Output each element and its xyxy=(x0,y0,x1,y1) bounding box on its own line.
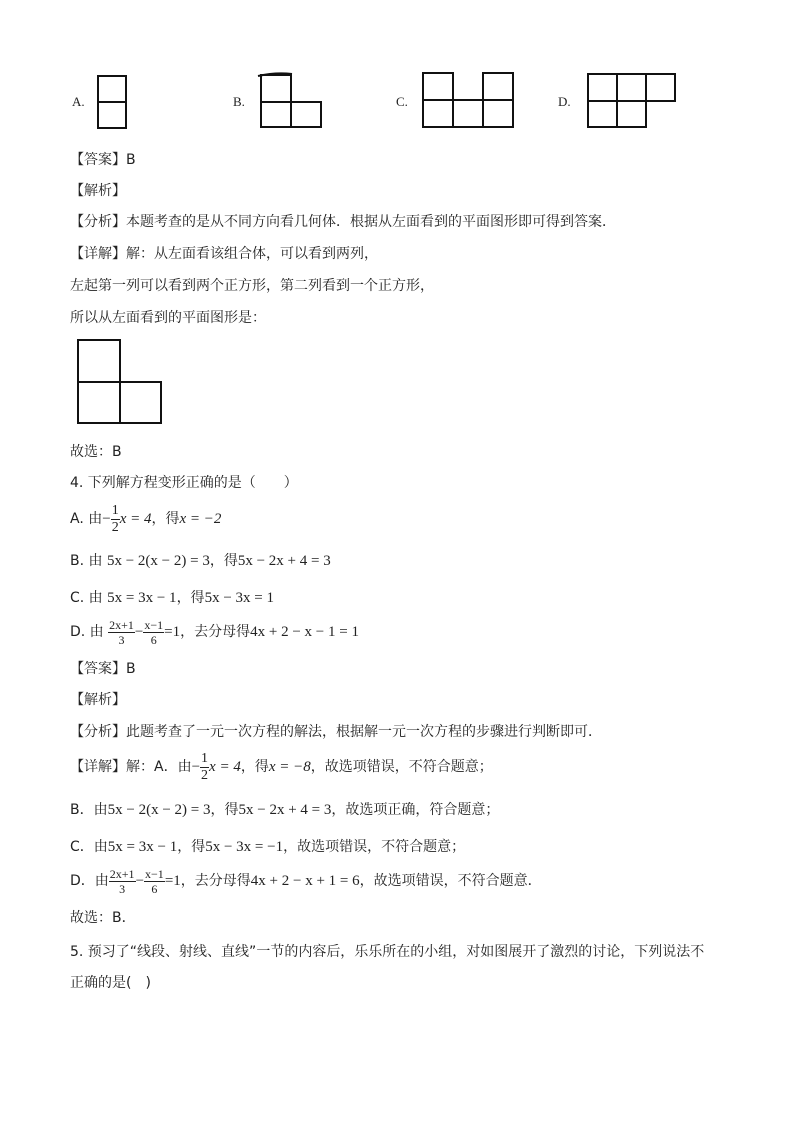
q4-option-c-mid: ，得 xyxy=(176,590,205,606)
q4-option-b xyxy=(70,552,331,570)
q4-detail-a: 【详解】解：A．由− $\frac{1}{2}$ x = 4，得x = −8，故选项错误，不符合题意； xyxy=(70,750,493,783)
option-d-figure xyxy=(586,72,678,130)
q4-option-d-fraction-2 xyxy=(143,618,164,647)
q4-detail-a-prefix: 【详解】解：A．由 xyxy=(70,759,192,775)
q4-detail-d-result: 4x + 2 − x + 1 = 6 xyxy=(250,873,360,889)
q4-analysis-heading: 【解析】 xyxy=(70,692,126,708)
q4-detail-c-prefix: C．由 xyxy=(70,839,108,855)
q4-detail-d-frac2-den: 6 xyxy=(151,881,158,896)
q4-detail-a-fraction xyxy=(200,751,209,784)
q4-detail-d-eq-tail: =1 xyxy=(164,873,181,889)
q4-option-d: D. 由 $\frac{2x+1}{3}$ − $\frac{x-1}{6}$ =1，去分母得4x + 2 − x − 1 = 1 xyxy=(70,617,359,647)
q4-option-d-prefix: D. 由 xyxy=(70,624,104,640)
q4-detail-d-frac1-num: 2x+1 xyxy=(109,866,135,881)
option-d-label: D. xyxy=(558,94,571,109)
q4-detail-c-result: 5x − 3x = −1 xyxy=(205,839,284,855)
q3-analysis-heading: 【解析】 xyxy=(70,183,126,199)
q4-option-c-eq: 5x = 3x − 1 xyxy=(107,590,177,606)
q4-detail-d: D．由 $\frac{2x+1}{3}$ − $\frac{x-1}{6}$ =1，去分母得4x + 2 − x + 1 = 6，故选项错误，不符合题意． xyxy=(70,866,542,896)
q4-option-a-eq: x = 4 xyxy=(119,511,152,527)
option-b-figure xyxy=(256,70,324,130)
q4-detail-b-note: ，故选项正确，符合题意； xyxy=(331,802,500,818)
q4-detail-b xyxy=(70,801,499,819)
q4-option-a-fraction xyxy=(111,503,120,536)
q3-detail-3: 所以从左面看到的平面图形是： xyxy=(70,310,266,326)
option-c-label: C. xyxy=(396,94,408,109)
q4-analysis: 【分析】此题考查了一元一次方程的解法，根据解一元一次方程的步骤进行判断即可． xyxy=(70,724,602,740)
q4-option-a-num: 1 xyxy=(111,502,119,518)
q3-choice: 故选：B xyxy=(70,444,122,460)
q4-detail-d-fraction-2 xyxy=(144,867,165,896)
q4-detail-c-note: ，故选项错误，不符合题意； xyxy=(283,839,466,855)
q4-detail-b-eq: 5x − 2(x − 2) = 3 xyxy=(107,802,211,818)
q4-detail-d-fraction-1 xyxy=(109,867,136,896)
q5-stem-line-1: 5. 预习了“线段、射线、直线”一节的内容后，乐乐所在的小组，对如图展开了激烈的讨论，下列说法不 xyxy=(70,944,705,960)
q4-detail-c-mid: ，得 xyxy=(177,839,206,855)
q4-detail-c-eq: 5x = 3x − 1 xyxy=(107,839,178,855)
q4-option-a: A. 由− $\frac{1}{2}$ x = 4，得x = −2 xyxy=(70,502,222,535)
q4-detail-a-num: 1 xyxy=(201,750,209,766)
q4-option-d-frac1-den: 3 xyxy=(118,632,125,647)
option-b-label: B. xyxy=(233,94,245,109)
q4-option-a-result: x = −2 xyxy=(179,511,222,527)
q4-option-a-mid: ，得 xyxy=(151,511,180,527)
option-a-figure xyxy=(96,74,130,132)
q4-option-d-fraction-1 xyxy=(108,618,135,647)
q4-option-d-mid: ，去分母得 xyxy=(180,624,251,640)
q4-detail-d-frac2-num: x−1 xyxy=(145,866,164,881)
q4-option-d-frac2-den: 6 xyxy=(150,632,157,647)
q4-option-b-eq: 5x − 2(x − 2) = 3 xyxy=(106,553,210,569)
q4-option-c-prefix: C. 由 xyxy=(70,590,103,606)
q4-stem: 4. 下列解方程变形正确的是（ ） xyxy=(70,475,298,491)
q4-option-d-frac1-num: 2x+1 xyxy=(109,617,134,632)
q4-detail-a-den: 2 xyxy=(201,767,209,783)
q5-stem-line-2: 正确的是( ) xyxy=(70,975,151,991)
q4-detail-b-mid: ，得 xyxy=(210,802,239,818)
q4-option-a-prefix: A. 由 xyxy=(70,511,103,527)
q3-analysis: 【分析】本题考查的是从不同方向看几何体．根据从左面看到的平面图形即可得到答案． xyxy=(70,214,616,230)
q4-option-c xyxy=(70,589,274,607)
q4-detail-b-prefix: B．由 xyxy=(70,802,108,818)
q4-option-d-result: 4x + 2 − x − 1 = 1 xyxy=(250,624,359,640)
q4-detail-d-prefix: D．由 xyxy=(70,873,109,889)
option-c-figure xyxy=(421,71,517,131)
q4-detail-a-result: x = −8 xyxy=(268,759,311,775)
q4-detail-b-result: 5x − 2x + 4 = 3 xyxy=(238,802,332,818)
option-a-label: A. xyxy=(72,94,85,109)
q4-option-d-eq-tail: =1 xyxy=(164,624,181,640)
q4-option-b-mid: ，得 xyxy=(209,553,238,569)
q3-detail-2: 左起第一列可以看到两个正方形，第二列看到一个正方形， xyxy=(70,278,434,294)
q4-detail-d-mid: ，去分母得 xyxy=(180,873,251,889)
q4-choice: 故选：B． xyxy=(70,910,136,926)
q4-answer: 【答案】B xyxy=(70,661,136,677)
q4-option-b-result: 5x − 2x + 4 = 3 xyxy=(237,553,331,569)
q4-detail-a-note: ，故选项错误，不符合题意； xyxy=(310,759,493,775)
q4-option-b-prefix: B. 由 xyxy=(70,553,103,569)
q4-detail-a-eq: x = 4 xyxy=(209,759,241,775)
q4-detail-d-frac1-den: 3 xyxy=(119,881,126,896)
q4-detail-c xyxy=(70,838,465,856)
q3-detail-1: 【详解】解：从左面看该组合体，可以看到两列， xyxy=(70,246,378,262)
q4-detail-d-note: ，故选项错误，不符合题意． xyxy=(359,873,542,889)
q4-option-c-result: 5x − 3x = 1 xyxy=(204,590,274,606)
q3-left-view-figure xyxy=(76,338,166,428)
q4-option-a-den: 2 xyxy=(111,519,119,535)
q4-option-d-frac2-num: x−1 xyxy=(144,617,164,632)
q3-answer: 【答案】B xyxy=(70,152,136,168)
q4-detail-a-mid: ，得 xyxy=(240,759,269,775)
